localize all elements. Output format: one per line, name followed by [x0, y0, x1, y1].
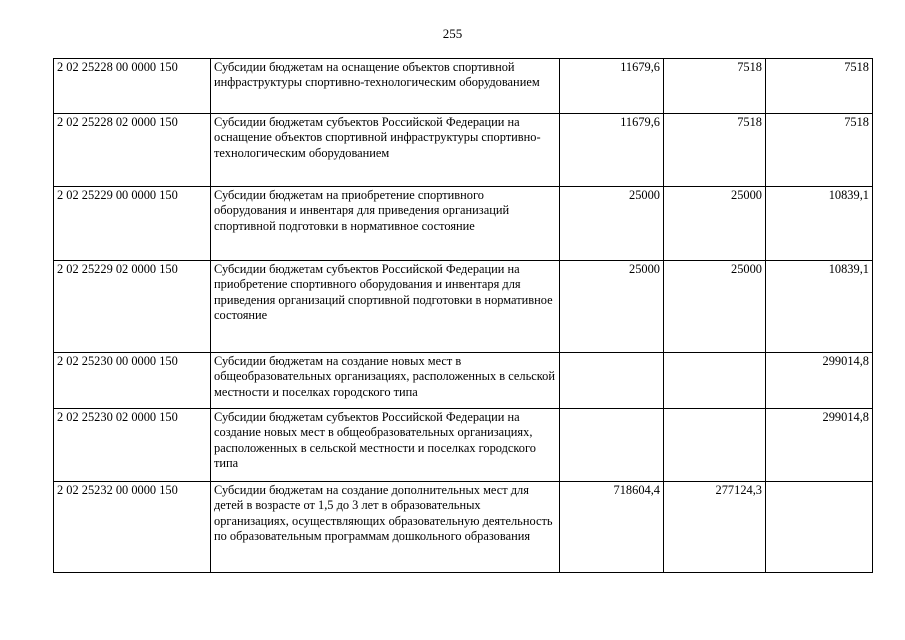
row-value-2: 7518: [664, 114, 766, 187]
row-description: Субсидии бюджетам на приобретение спортивного оборудования и инвентаря для приведения организаций спортивной подготовки в нормативное состояние: [211, 187, 560, 261]
table-row: [54, 59, 873, 114]
row-description: Субсидии бюджетам на создание новых мест в общеобразовательных организациях, расположенных в сельской местности и поселках городского типа: [211, 353, 560, 409]
row-value-1: [560, 353, 664, 409]
budget-table: [53, 58, 873, 573]
row-value-2: 277124,3: [664, 482, 766, 573]
row-value-2: [664, 409, 766, 482]
row-code: 2 02 25229 02 0000 150: [54, 261, 211, 353]
row-value-3: 10839,1: [766, 187, 873, 261]
row-description: Субсидии бюджетам на оснащение объектов спортивной инфраструктуры спортивно-технологическим оборудованием: [211, 59, 560, 114]
row-description: Субсидии бюджетам субъектов Российской Федерации на создание новых мест в общеобразовательных организациях, расположенных в сельской местности и поселках городского типа: [211, 409, 560, 482]
row-code: 2 02 25232 00 0000 150: [54, 482, 211, 573]
row-code: 2 02 25228 02 0000 150: [54, 114, 211, 187]
row-value-3: 7518: [766, 59, 873, 114]
row-value-2: 25000: [664, 261, 766, 353]
table-row: [54, 261, 873, 353]
row-value-1: 11679,6: [560, 114, 664, 187]
row-code: 2 02 25228 00 0000 150: [54, 59, 211, 114]
row-code: 2 02 25229 00 0000 150: [54, 187, 211, 261]
row-value-3: 7518: [766, 114, 873, 187]
row-value-1: 718604,4: [560, 482, 664, 573]
table-row: [54, 353, 873, 409]
table-row: [54, 409, 873, 482]
row-value-1: 25000: [560, 187, 664, 261]
row-value-3: [766, 482, 873, 573]
row-value-2: 7518: [664, 59, 766, 114]
row-value-1: 25000: [560, 261, 664, 353]
row-description: Субсидии бюджетам на создание дополнительных мест для детей в возрасте от 1,5 до 3 лет в образовательных организациях, осуществляющих образовательную деятельность по образовательным программам дошкольного образования: [211, 482, 560, 573]
row-value-2: [664, 353, 766, 409]
row-value-2: 25000: [664, 187, 766, 261]
row-code: 2 02 25230 00 0000 150: [54, 353, 211, 409]
table-row: [54, 114, 873, 187]
row-description: Субсидии бюджетам субъектов Российской Федерации на оснащение объектов спортивной инфраструктуры спортивно-технологическим оборудованием: [211, 114, 560, 187]
row-value-3: 299014,8: [766, 353, 873, 409]
row-value-1: [560, 409, 664, 482]
row-value-3: 10839,1: [766, 261, 873, 353]
table-row: [54, 187, 873, 261]
row-description: Субсидии бюджетам субъектов Российской Федерации на приобретение спортивного оборудования и инвентаря для приведения организаций спортивной подготовки в нормативное состояние: [211, 261, 560, 353]
table-row: [54, 482, 873, 573]
row-code: 2 02 25230 02 0000 150: [54, 409, 211, 482]
row-value-1: 11679,6: [560, 59, 664, 114]
row-value-3: 299014,8: [766, 409, 873, 482]
page-number: 255: [442, 26, 463, 41]
